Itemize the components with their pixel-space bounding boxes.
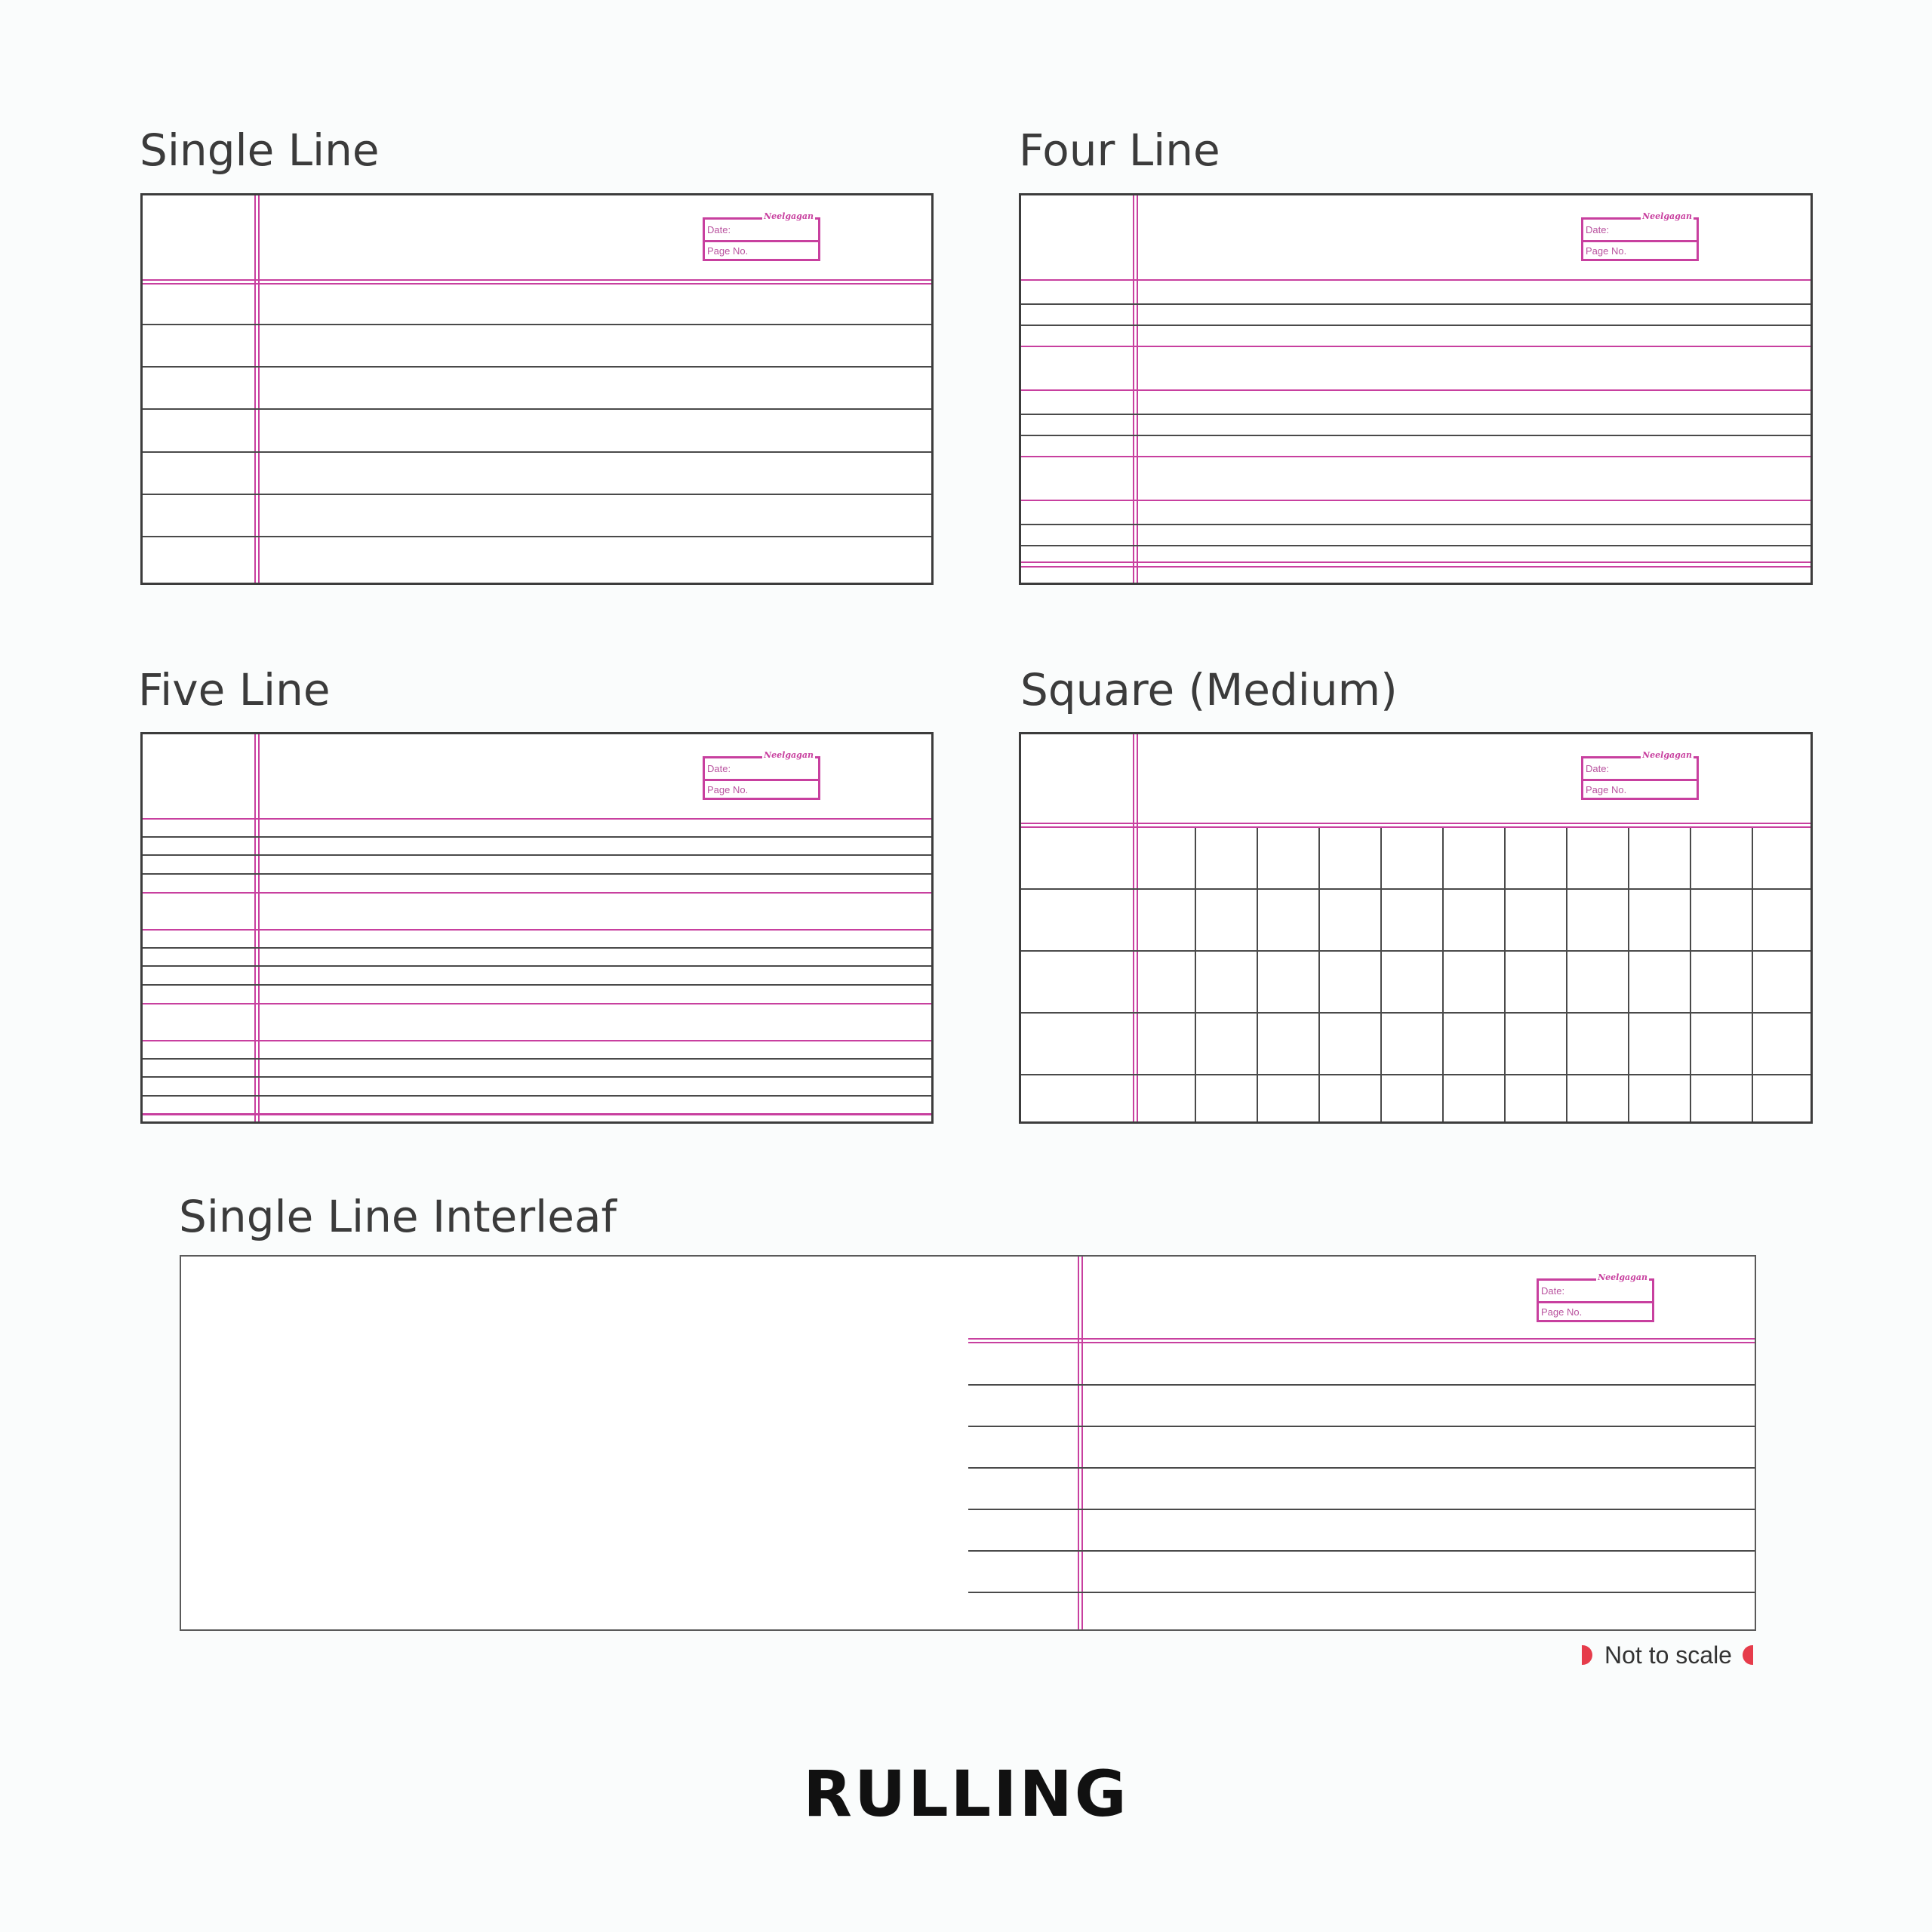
rule-line — [1021, 325, 1810, 326]
date-page-box — [703, 750, 820, 800]
single-line-page — [140, 193, 934, 585]
grid-line — [1628, 828, 1629, 1121]
scale-note-text: Not to scale — [1604, 1641, 1732, 1669]
page-number-label: Page No. — [1541, 1306, 1583, 1318]
half-circle-icon — [1743, 1645, 1753, 1665]
rule-line — [968, 1550, 1755, 1552]
panel-title-single-line: Single Line — [140, 125, 380, 176]
rule-line — [143, 947, 931, 949]
rule-line — [968, 1592, 1755, 1593]
rule-line — [143, 536, 931, 537]
rule-line — [143, 836, 931, 838]
rule-line — [1021, 414, 1810, 415]
panel-title-single-line-interleaf: Single Line Interleaf — [179, 1191, 617, 1242]
date-page-box — [1537, 1272, 1654, 1322]
brand-logo: Neelgagan — [1598, 1272, 1647, 1282]
rule-line — [143, 854, 931, 856]
rule-line — [1021, 950, 1810, 952]
header-line — [143, 279, 931, 281]
rule-line — [1021, 1074, 1810, 1075]
page-number-label: Page No. — [1586, 784, 1627, 795]
date-label: Date: — [1539, 1281, 1652, 1303]
rule-line — [1021, 524, 1810, 525]
panel-title-five-line: Five Line — [138, 664, 331, 715]
rule-line — [143, 818, 931, 820]
date-page-box — [1581, 750, 1699, 800]
grid-line — [1690, 828, 1691, 1121]
rule-line — [143, 873, 931, 875]
brand-logo: Neelgagan — [1642, 750, 1692, 760]
date-label: Date: — [1583, 758, 1697, 781]
rule-line — [143, 494, 931, 495]
rule-line — [143, 965, 931, 967]
header-line — [968, 1338, 1755, 1340]
rule-line — [1021, 1012, 1810, 1014]
margin-line — [1137, 734, 1138, 1121]
rule-line — [143, 366, 931, 368]
date-label: Date: — [705, 758, 818, 781]
brand-logo: Neelgagan — [1642, 211, 1692, 221]
rule-line — [143, 324, 931, 325]
rule-line — [1021, 500, 1810, 501]
rule-line — [968, 1384, 1755, 1386]
header-line — [1021, 823, 1810, 824]
brand-logo: Neelgagan — [764, 750, 814, 760]
rule-line — [968, 1467, 1755, 1469]
rule-line — [1021, 545, 1810, 546]
scale-note — [1582, 1640, 1753, 1670]
header-line — [143, 283, 931, 285]
rule-line — [143, 1095, 931, 1097]
five-line-page — [140, 732, 934, 1124]
margin-line — [258, 734, 260, 1121]
rule-line — [143, 1058, 931, 1060]
rule-line — [1021, 346, 1810, 347]
grid-line — [1752, 828, 1753, 1121]
square-medium-page — [1019, 732, 1813, 1124]
rule-line — [143, 984, 931, 986]
rule-line — [143, 1003, 931, 1004]
margin-line — [258, 195, 260, 583]
margin-line — [254, 734, 256, 1121]
date-page-box — [703, 211, 820, 261]
grid-line — [1318, 828, 1320, 1121]
half-circle-icon — [1582, 1645, 1592, 1665]
rule-line — [1021, 888, 1810, 890]
date-page-box — [1581, 211, 1699, 261]
margin-line — [254, 195, 256, 583]
margin-line — [1133, 734, 1134, 1121]
rule-line — [1021, 279, 1810, 281]
rule-line — [143, 451, 931, 453]
rule-line — [143, 1040, 931, 1041]
grid-line — [1442, 828, 1444, 1121]
brand-logo: Neelgagan — [764, 211, 814, 221]
rule-line — [1021, 561, 1810, 563]
rule-line — [143, 929, 931, 931]
rule-line — [968, 1426, 1755, 1427]
rule-line — [1021, 435, 1810, 436]
margin-line — [1081, 1257, 1083, 1629]
rule-line — [1021, 566, 1810, 568]
footer-title: RULLING — [803, 1757, 1129, 1831]
rule-line — [143, 408, 931, 410]
rule-line — [1021, 303, 1810, 305]
header-line — [1021, 826, 1810, 828]
four-line-page — [1019, 193, 1813, 585]
panel-title-square-medium: Square (Medium) — [1020, 664, 1398, 715]
rule-line — [143, 892, 931, 894]
margin-line — [1078, 1257, 1079, 1629]
rule-line — [143, 1076, 931, 1078]
page-number-label: Page No. — [707, 245, 749, 257]
single-line-interleaf-page — [180, 1255, 1756, 1631]
header-line — [968, 1342, 1755, 1343]
grid-line — [1566, 828, 1567, 1121]
grid-line — [1195, 828, 1196, 1121]
grid-line — [1380, 828, 1382, 1121]
date-label: Date: — [705, 220, 818, 242]
rule-line — [1021, 456, 1810, 457]
rule-line — [143, 1113, 931, 1115]
page-number-label: Page No. — [1586, 245, 1627, 257]
rule-line — [968, 1509, 1755, 1510]
date-label: Date: — [1583, 220, 1697, 242]
grid-line — [1257, 828, 1258, 1121]
grid-line — [1504, 828, 1506, 1121]
page-number-label: Page No. — [707, 784, 749, 795]
panel-title-four-line: Four Line — [1019, 125, 1220, 176]
rule-line — [1021, 389, 1810, 391]
